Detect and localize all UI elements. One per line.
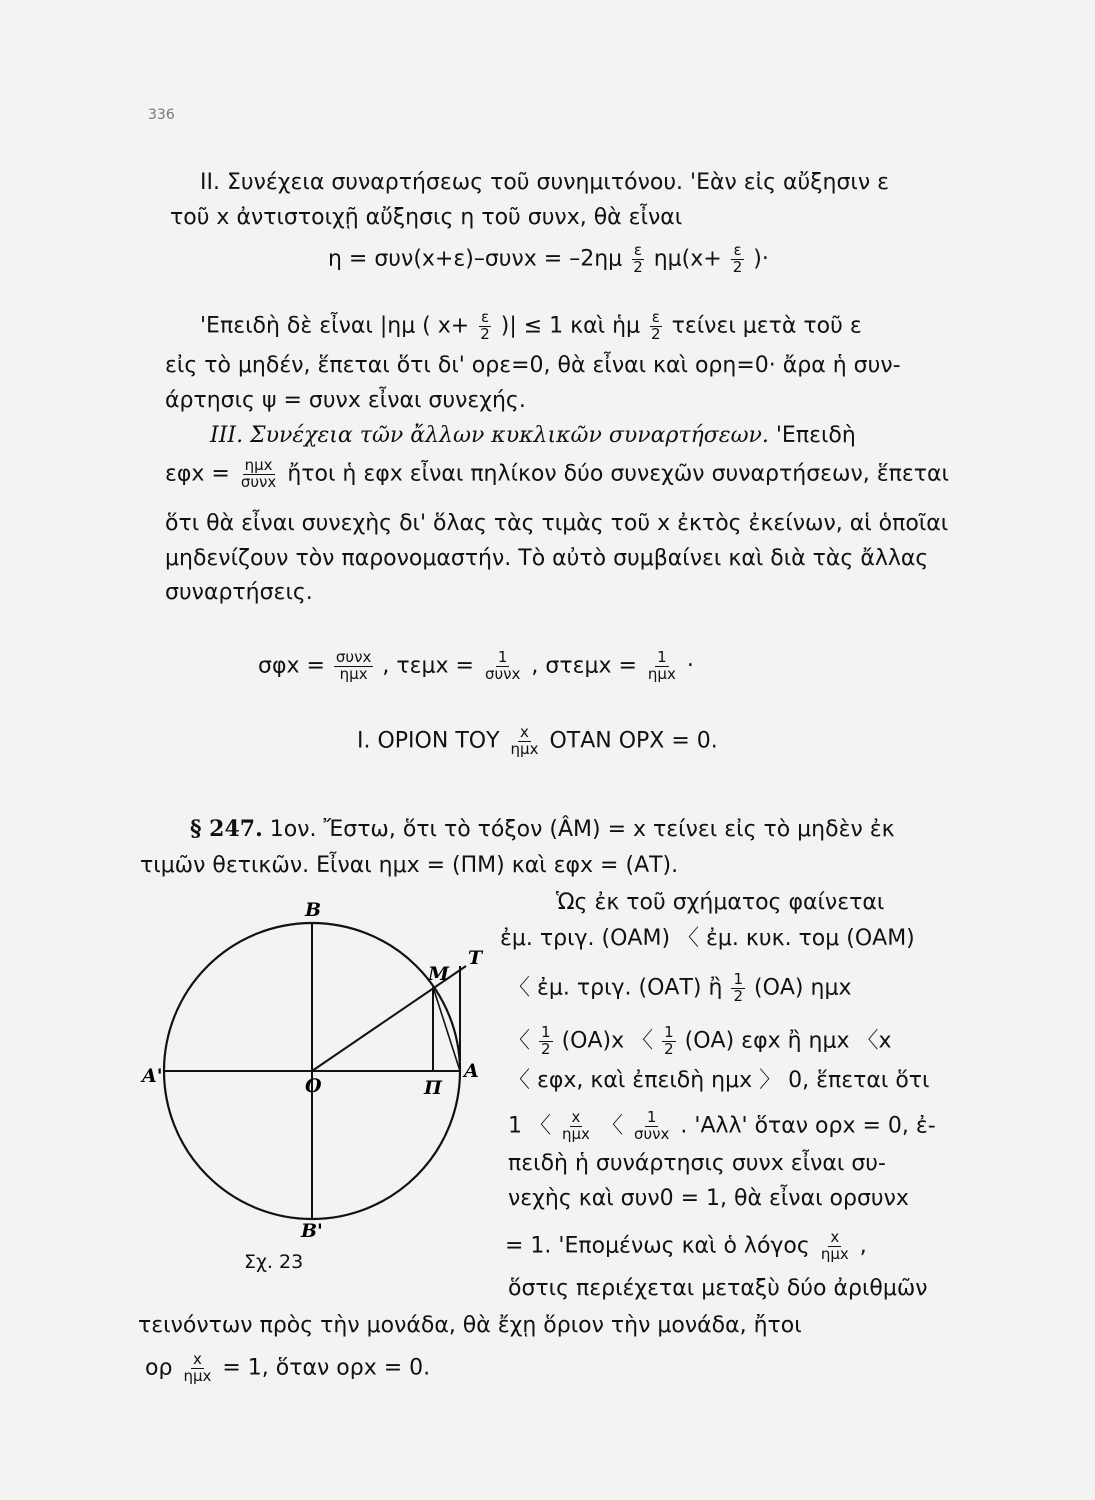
- r3-a: 〈 ἐμ. τριγ. (ΟΑΤ) ἢ: [508, 975, 723, 1001]
- fraction-numerator: x: [520, 723, 529, 741]
- fraction-numerator: ε: [651, 308, 660, 326]
- fraction-numerator: x: [192, 1350, 202, 1368]
- fraction-numerator: 1: [664, 1023, 674, 1041]
- page-number: 336: [148, 107, 175, 123]
- r3-b: (ΟΑ) ημx: [753, 975, 852, 1001]
- p247-r1: Ὡς ἐκ τοῦ σχήματος φαίνεται: [556, 890, 885, 915]
- label-m: M: [428, 963, 450, 985]
- fraction-numerator: x: [571, 1108, 581, 1126]
- fraction-denominator: συνx: [484, 664, 521, 683]
- efx-prefix: εφx =: [165, 461, 230, 487]
- r4-b: (ΟΑ)x 〈: [561, 1028, 654, 1054]
- fraction-denominator: 2: [733, 986, 743, 1005]
- section-iii-line-4: μηδενίζουν τὸν παρονομαστήν. Τὸ αὐτὸ συμβαίνει καὶ διὰ τὰς ἄλλας: [165, 546, 929, 571]
- label-a-prime: A': [142, 1065, 163, 1087]
- fraction-numerator: x: [830, 1228, 840, 1246]
- section-ii-heading: II. Συνέχεια συναρτήσεως τοῦ συνημιτόνου.: [200, 170, 684, 195]
- l12-a: ορ: [145, 1355, 173, 1381]
- p247-r5: 〈 εφx, καὶ ἐπειδὴ ημx 〉 0, ἕπεται ὅτι: [508, 1068, 930, 1093]
- fraction-denominator: 2: [651, 324, 661, 343]
- temx-label: , τεμx =: [382, 653, 474, 679]
- equation-left: η = συν(x+ε)–συνx = –2ημ: [328, 246, 623, 272]
- sfx-label: σφx =: [258, 653, 325, 679]
- fraction-numerator: συνx: [335, 648, 372, 666]
- section-ii-line-1-rest: 'Εὰν εἰς αὔξησιν ε: [690, 170, 890, 195]
- section-ii-line-2: τοῦ x ἀντιστοιχῇ αὔξησις η τοῦ συνx, θὰ εἶναι: [170, 205, 683, 230]
- r6-b: 〈: [600, 1113, 623, 1139]
- figure-caption: Σχ. 23: [244, 1251, 304, 1273]
- equation-end: )·: [753, 246, 769, 272]
- fraction-numerator: ημx: [244, 456, 273, 474]
- fraction-numerator: 1: [657, 648, 667, 666]
- fraction-denominator: ημx: [647, 664, 676, 683]
- fraction-numerator: 1: [497, 648, 508, 666]
- r9-a: = 1. 'Επομένως καὶ ὁ λόγος: [505, 1233, 810, 1259]
- label-t: T: [468, 947, 483, 969]
- section-symbol: § 247.: [190, 816, 263, 842]
- fraction-denominator: ημx: [339, 664, 368, 683]
- label-b-prime: B': [301, 1220, 323, 1242]
- r4-c: (ΟΑ) εφx ἢ ημx 〈x: [684, 1028, 892, 1054]
- p247-r2: ἐμ. τριγ. (ΟΑΜ) 〈 ἐμ. κυκ. τομ (ΟΑΜ): [500, 926, 915, 951]
- fraction-denominator: 2: [732, 257, 743, 276]
- l12-b: = 1, ὅταν ορx = 0.: [222, 1355, 431, 1381]
- fraction-denominator: 2: [480, 324, 490, 343]
- label-o: O: [305, 1075, 322, 1097]
- fraction-denominator: ημx: [820, 1244, 849, 1263]
- section-iii-line-2-rest: ἤτοι ἡ εφx εἶναι πηλίκον δύο συνεχῶν συναρτήσεων, ἕπεται: [287, 461, 949, 487]
- p247-r10: ὅστις περιέχεται μεταξὺ δύο ἀριθμῶν: [508, 1276, 928, 1301]
- fraction-numerator: 1: [541, 1023, 551, 1041]
- formulas-end: ·: [686, 653, 694, 679]
- fraction-denominator: 2: [633, 257, 643, 276]
- fraction-denominator: ημx: [183, 1366, 212, 1385]
- fraction-denominator: 2: [541, 1039, 551, 1058]
- fraction-numerator: ε: [480, 308, 490, 326]
- line-4-b: )| ≤ 1 καὶ ἡμ: [500, 313, 641, 339]
- section-iii-line-5: συναρτήσεις.: [165, 580, 313, 605]
- section-i-heading-b: ΟΤΑΝ ΟΡX = 0.: [549, 728, 718, 754]
- p247-line-1-text: 1ον. Ἔστω, ὅτι τὸ τόξον (ÂM) = x τείνει εἰς τὸ μηδὲν ἐκ: [269, 817, 895, 842]
- paragraph-247-line-2: τιμῶν θετικῶν. Εἶναι ημx = (ΠΜ) καὶ εφx = (ΑΤ).: [140, 853, 679, 878]
- section-iii-line-3: ὅτι θὰ εἶναι συνεχὴς δι' ὅλας τὰς τιμὰς τοῦ x ἐκτὸς ἐκείνων, αἱ ὁποῖαι: [165, 511, 949, 536]
- equation-mid: ημ(x+: [653, 246, 722, 272]
- fraction-numerator: 1: [646, 1108, 657, 1126]
- p247-r7: πειδὴ ἡ συνάρτησις συνx εἶναι συ-: [508, 1151, 886, 1176]
- section-ii-line-5: εἰς τὸ μηδέν, ἕπεται ὅτι δι' ορε=0, θὰ εἶναι καὶ ορη=0· ἄρα ἡ συν-: [165, 353, 901, 378]
- fraction-denominator: συνx: [240, 472, 277, 491]
- section-ii-line-6: άρτησις ψ = συνx εἶναι συνεχής.: [165, 388, 526, 413]
- r6-c: . 'Αλλ' ὅταν ορx = 0, ἐ-: [680, 1113, 936, 1139]
- chord-ma: [433, 987, 460, 1071]
- label-pi: Π: [424, 1077, 442, 1099]
- fraction-denominator: συνx: [633, 1124, 670, 1143]
- fraction-denominator: ημx: [562, 1124, 590, 1143]
- r4-a: 〈: [508, 1028, 531, 1054]
- line-4-a: 'Επειδὴ δὲ εἶναι |ημ ( x+: [200, 313, 470, 339]
- label-b: B: [305, 899, 322, 921]
- r6-a: 1 〈: [508, 1113, 551, 1139]
- r9-b: ,: [859, 1233, 867, 1259]
- stemx-label: , στεμx =: [531, 653, 637, 679]
- fraction-denominator: ημx: [510, 739, 539, 758]
- section-i-heading-a: I. ΟΡΙΟΝ ΤΟΥ: [357, 728, 500, 754]
- line-4-c: τείνει μετὰ τοῦ ε: [671, 313, 862, 339]
- p247-r8: νεχὴς καὶ συν0 = 1, θὰ εἶναι ορσυνx: [508, 1186, 909, 1211]
- section-iii-line-1-rest: 'Επειδὴ: [775, 423, 856, 448]
- fraction-numerator: ε: [633, 241, 643, 259]
- fraction-numerator: ε: [733, 241, 742, 259]
- label-a: A: [464, 1060, 479, 1082]
- p247-l11: τεινόντων πρὸς τὴν μονάδα, θὰ ἔχῃ ὅριον τὴν μονάδα, ἤτοι: [138, 1313, 802, 1338]
- section-iii-heading: III. Συνέχεια τῶν ἄλλων κυκλικῶν συναρτήσεων.: [210, 423, 769, 448]
- fraction-denominator: 2: [664, 1039, 674, 1058]
- fraction-numerator: 1: [733, 970, 743, 988]
